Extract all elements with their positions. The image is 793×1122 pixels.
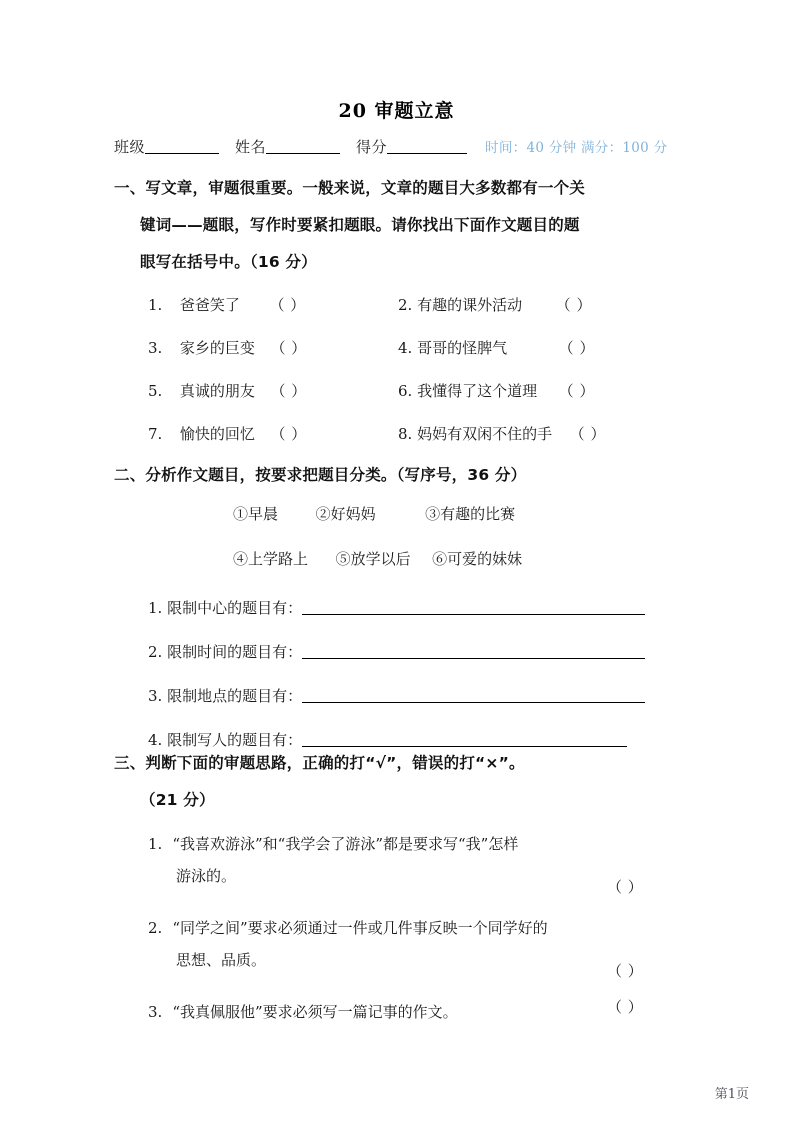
- fill-3-number: 3.: [148, 687, 163, 705]
- fill-3-blank[interactable]: [302, 688, 645, 703]
- class-field[interactable]: [114, 136, 219, 157]
- section-two-heading-line1: 二、分析作文题目，按要求把题目分类。（写序号，36 分）: [114, 466, 527, 484]
- q4-text: 哥哥的怪脾气: [417, 339, 508, 357]
- class-blank[interactable]: [145, 138, 219, 154]
- fill-4-number: 4.: [148, 731, 163, 749]
- q4-answer-paren[interactable]: （ ）: [558, 339, 595, 357]
- judge-3-number: 3.: [148, 1003, 163, 1021]
- class-label: 班级: [114, 138, 146, 156]
- option-1[interactable]: ①早晨: [233, 505, 279, 523]
- option-row-2: [233, 548, 522, 569]
- q4-number: 4.: [398, 339, 413, 357]
- score-blank[interactable]: [387, 138, 467, 154]
- fill-4-label: 限制写人的题目有：: [167, 731, 303, 749]
- fill-1-label: 限制中心的题目有：: [167, 599, 303, 617]
- q7-answer-paren[interactable]: （ ）: [270, 425, 307, 443]
- section-one-heading: [114, 170, 694, 281]
- option-3[interactable]: ③有趣的比赛: [425, 505, 516, 523]
- q5-number: 5.: [148, 382, 163, 400]
- q5-answer-paren[interactable]: （ ）: [270, 382, 307, 400]
- judge-2-text-line2: 思想、品质。: [176, 951, 267, 969]
- judge-1-line1: [148, 828, 688, 860]
- q7-text: 愉快的回忆: [179, 425, 255, 443]
- q5-item: [148, 381, 307, 402]
- q2-number: 2.: [398, 296, 413, 314]
- judge-2-number: 2.: [148, 919, 163, 937]
- q6-item: [398, 381, 595, 402]
- fill-2-label: 限制时间的题目有：: [167, 643, 303, 661]
- judge-1-number: 1.: [148, 835, 163, 853]
- q2-item: [398, 295, 592, 316]
- q1-answer-paren[interactable]: （ ）: [269, 296, 306, 314]
- option-row-1: [233, 503, 515, 524]
- option-6[interactable]: ⑥可爱的妹妹: [432, 550, 523, 568]
- q3-number: 3.: [148, 339, 163, 357]
- fill-row-3: [148, 685, 645, 706]
- q6-text: 我懂得了这个道理: [417, 382, 538, 400]
- section-one-heading-line2: 键词——题眼，写作时要紧扣题眼。请你找出下面作文题目的题: [140, 216, 580, 234]
- judge-3-answer-paren[interactable]: （ ）: [607, 998, 644, 1016]
- section-three-heading-line2: （21 分）: [140, 791, 215, 809]
- q8-answer-paren[interactable]: （ ）: [569, 425, 606, 443]
- q4-item: [398, 338, 595, 359]
- fill-1-number: 1.: [148, 599, 163, 617]
- fill-1-blank[interactable]: [302, 600, 645, 615]
- judge-2-text-line1: “同学之间”要求必须通过一件或几件事反映一个同学好的: [172, 919, 548, 937]
- q3-text: 家乡的巨变: [179, 339, 255, 357]
- q8-number: 8.: [398, 425, 413, 443]
- fill-row-2: [148, 641, 645, 662]
- fill-2-number: 2.: [148, 643, 163, 661]
- section-three-heading-line1: 三、判断下面的审题思路，正确的打“√”，错误的打“×”。: [114, 754, 525, 772]
- q7-number: 7.: [148, 425, 163, 443]
- student-info-row: [114, 136, 694, 157]
- section-one-heading-line3: 眼写在括号中。（16 分）: [140, 253, 317, 271]
- score-label: 得分: [356, 138, 388, 156]
- q8-text: 妈妈有双闲不住的手: [417, 425, 553, 443]
- exam-meta: 时间：40 分钟 满分：100 分: [485, 140, 668, 156]
- option-5[interactable]: ⑤放学以后: [335, 550, 411, 568]
- q3-item: [148, 338, 307, 359]
- q5-text: 真诚的朋友: [179, 382, 255, 400]
- judge-2-line1: [148, 912, 688, 944]
- name-blank[interactable]: [266, 138, 340, 154]
- name-label: 姓名: [235, 138, 267, 156]
- section-three-heading: [114, 745, 714, 819]
- judge-1-text-line2: 游泳的。: [176, 867, 237, 885]
- q3-answer-paren[interactable]: （ ）: [270, 339, 307, 357]
- judge-1-answer-paren[interactable]: （ ）: [607, 878, 644, 896]
- q2-text: 有趣的课外活动: [417, 296, 523, 314]
- q1-item: [148, 295, 306, 316]
- option-2[interactable]: ②好妈妈: [315, 505, 376, 523]
- q6-number: 6.: [398, 382, 413, 400]
- fill-3-label: 限制地点的题目有：: [167, 687, 303, 705]
- q6-answer-paren[interactable]: （ ）: [558, 382, 595, 400]
- option-4[interactable]: ④上学路上: [233, 550, 309, 568]
- section-one-heading-line1: 一、写文章，审题很重要。一般来说，文章的题目大多数都有一个关: [114, 179, 586, 197]
- q2-answer-paren[interactable]: （ ）: [555, 296, 592, 314]
- page-number-footer: 第1页: [714, 1087, 749, 1102]
- fill-2-blank[interactable]: [302, 644, 645, 659]
- q1-number: 1.: [148, 296, 163, 314]
- q7-item: [148, 424, 307, 445]
- fill-row-1: [148, 597, 645, 618]
- judge-3-text-line1: “我真佩服他”要求必须写一篇记事的作文。: [172, 1003, 458, 1021]
- page-title: 20 审题立意: [338, 100, 455, 122]
- name-field[interactable]: [235, 136, 340, 157]
- q8-item: [398, 424, 606, 445]
- judge-1-text-line1: “我喜欢游泳”和“我学会了游泳”都是要求写“我”怎样: [172, 835, 519, 853]
- q1-text: 爸爸笑了: [179, 296, 240, 314]
- judge-2-answer-paren[interactable]: （ ）: [607, 962, 644, 980]
- score-field[interactable]: [356, 136, 467, 157]
- section-two-heading: [114, 457, 714, 494]
